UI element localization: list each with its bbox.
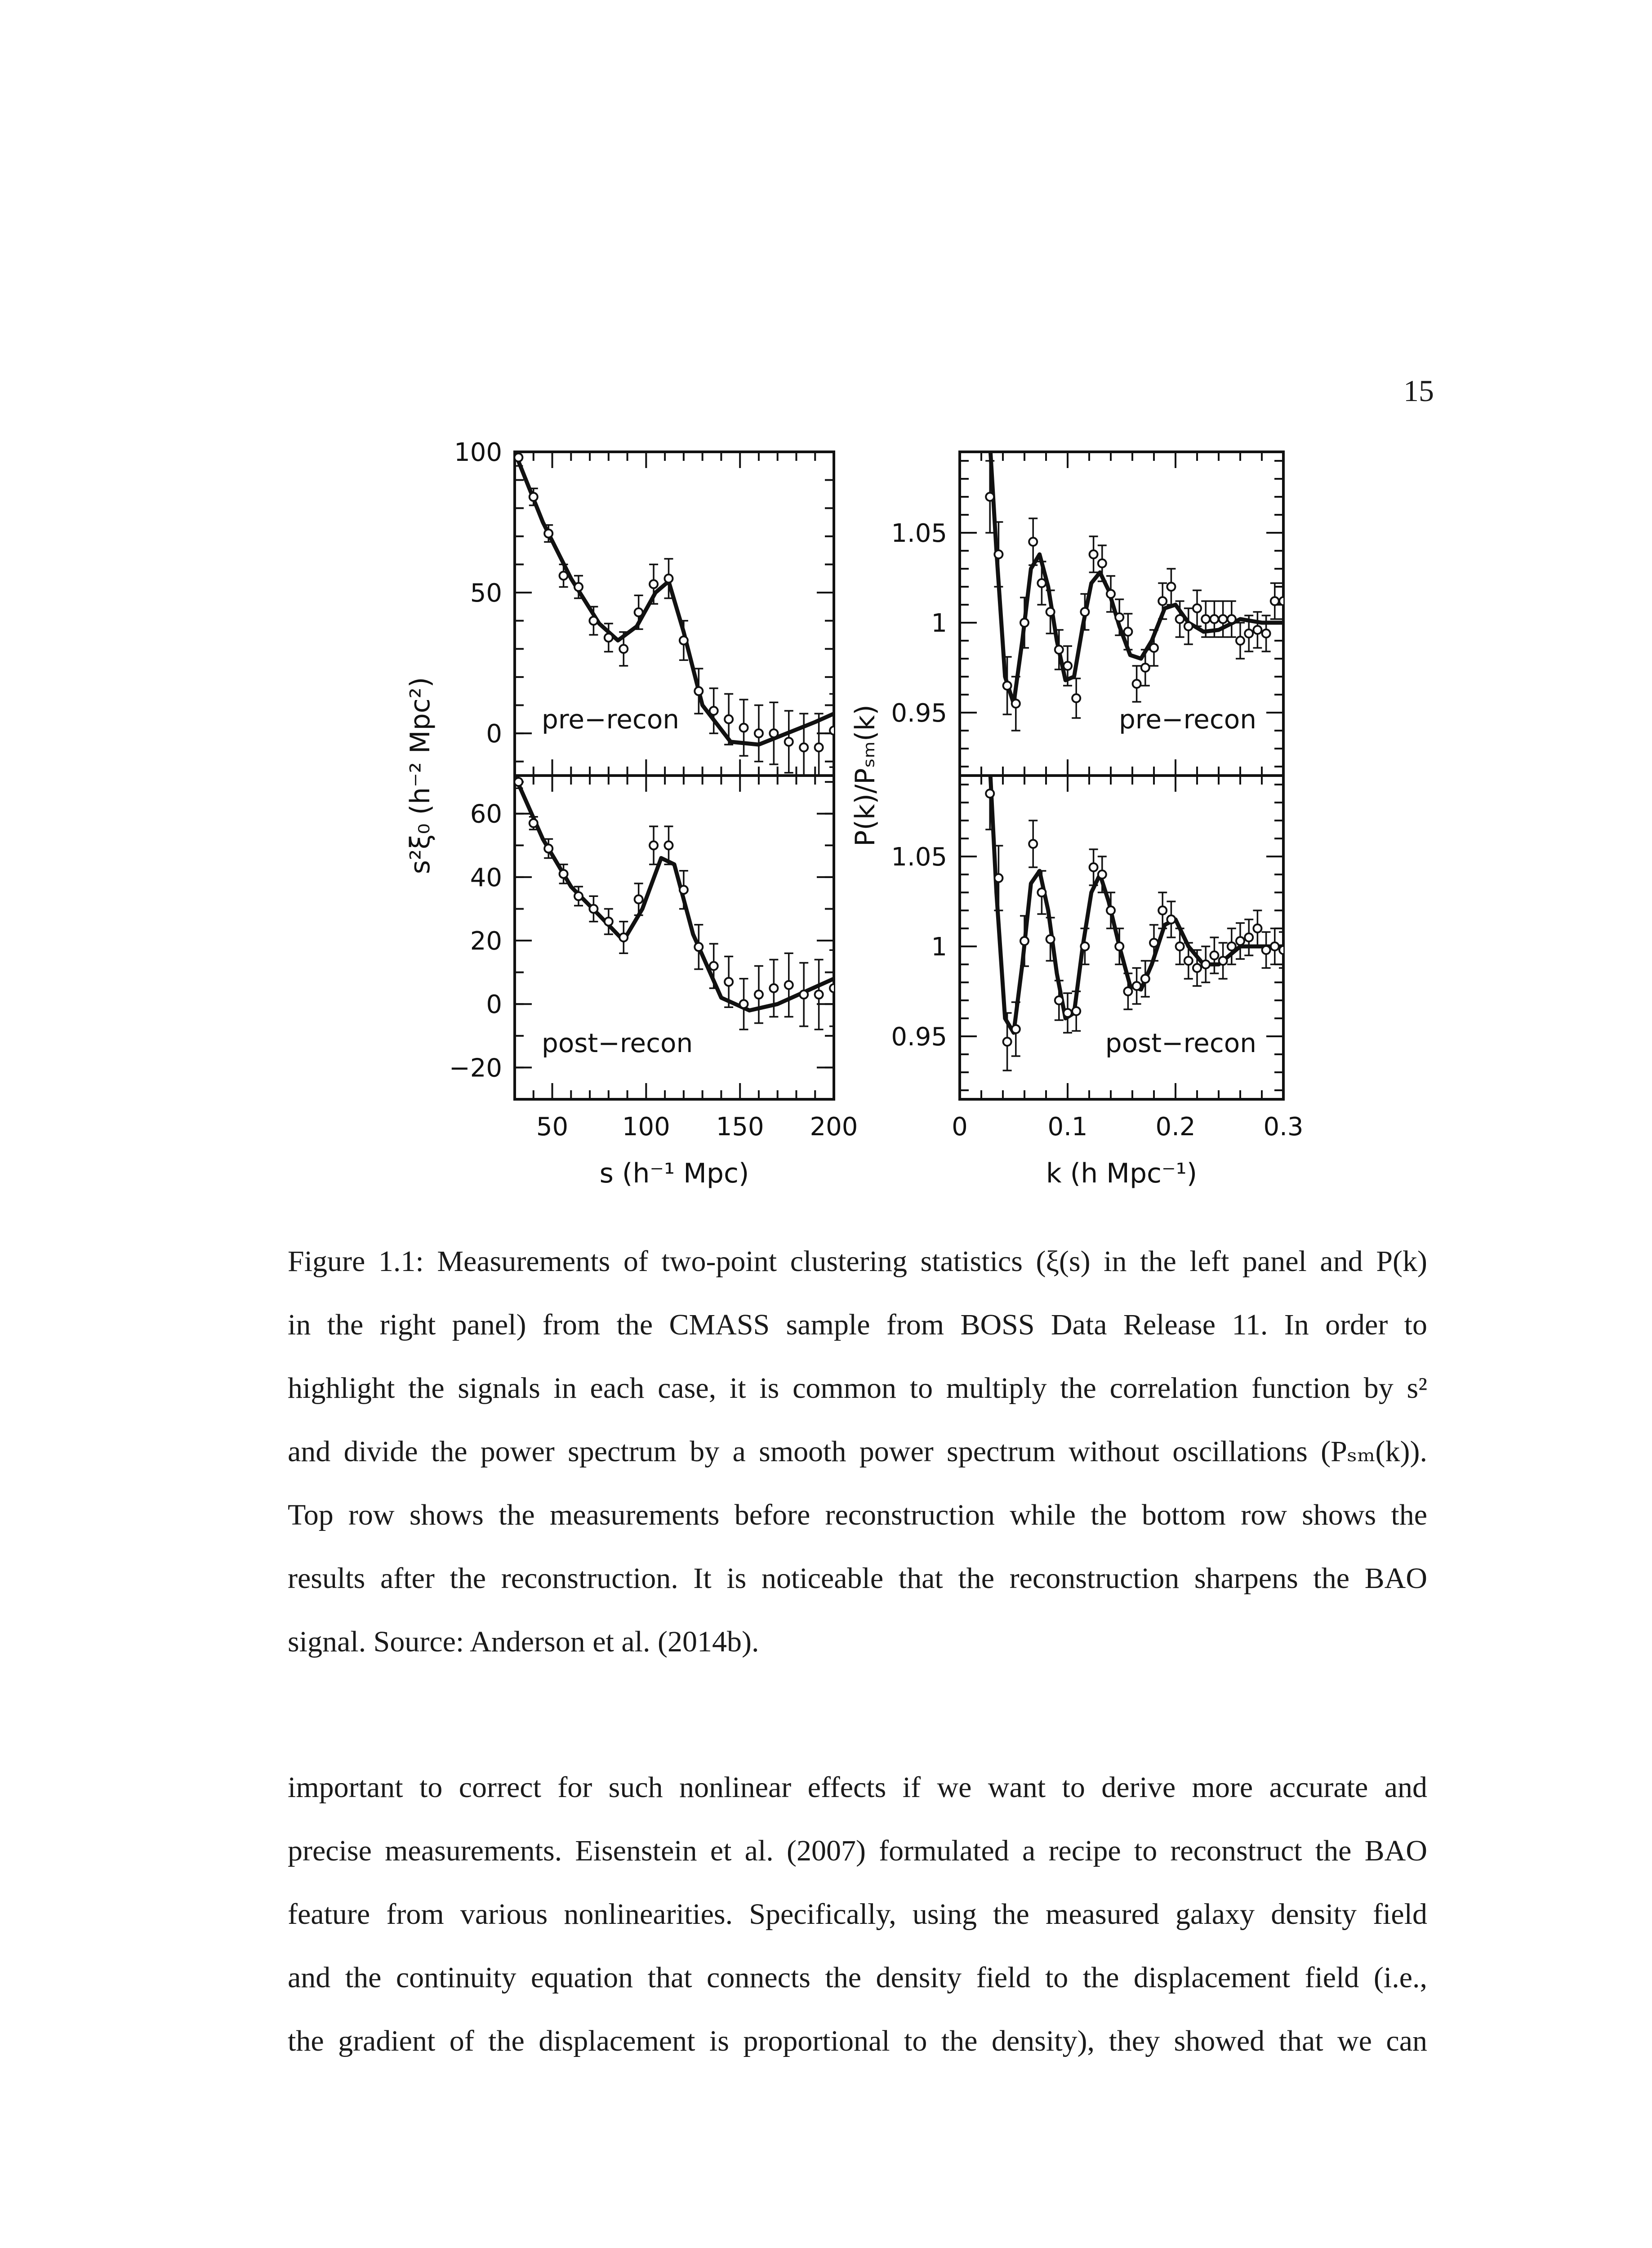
data-point	[710, 962, 718, 970]
right-y-axis-label: P(k)/Pₛₘ(k)	[850, 705, 881, 847]
body-line: feature from various nonlinearities. Specifically, using the measured galaxy density field	[288, 1898, 1427, 1931]
x-axis-label: s (h⁻¹ Mpc)	[599, 1158, 749, 1189]
data-point	[664, 841, 672, 849]
x-tick-label: 150	[716, 1112, 764, 1142]
data-point	[1124, 628, 1132, 636]
data-point	[1081, 608, 1089, 616]
data-point	[725, 715, 733, 723]
data-point	[785, 981, 793, 989]
data-point	[1107, 590, 1115, 598]
data-point	[530, 493, 538, 501]
caption-line: in the right panel) from the CMASS sample from BOSS Data Release 11. In order to	[288, 1308, 1427, 1341]
data-point	[514, 778, 522, 786]
y-tick-label: 0.95	[891, 1022, 947, 1052]
data-point	[1090, 550, 1098, 558]
data-point	[1236, 937, 1244, 945]
y-tick-label: 1	[931, 609, 947, 638]
data-point	[1064, 1009, 1072, 1017]
data-point	[1003, 1038, 1011, 1046]
y-tick-label: 1.05	[891, 843, 947, 872]
caption-line: signal. Source: Anderson et al. (2014b).	[288, 1625, 759, 1658]
data-point	[1115, 942, 1123, 950]
data-point	[1210, 615, 1218, 623]
data-point	[1038, 888, 1046, 897]
data-point	[1271, 942, 1279, 950]
model-curve	[515, 776, 834, 1010]
y-tick-label: 0	[486, 719, 502, 749]
page-number: 15	[1403, 374, 1434, 408]
data-point	[544, 844, 552, 852]
x-tick-label: 0.3	[1263, 1112, 1304, 1142]
body-line: important to correct for such nonlinear effects if we want to derive more accurate and	[288, 1771, 1427, 1804]
panel-label: pre−recon	[1118, 704, 1256, 735]
y-tick-label: 0.95	[891, 699, 947, 728]
figure-caption	[288, 1230, 1427, 1673]
data-point	[1090, 863, 1098, 871]
data-point	[770, 984, 778, 992]
data-point	[1245, 933, 1253, 941]
data-point	[800, 990, 808, 999]
data-point	[1236, 637, 1244, 645]
x-axis-label: k (h Mpc⁻¹)	[1046, 1158, 1198, 1189]
data-point	[1184, 957, 1193, 965]
data-point	[560, 870, 568, 878]
x-tick-label: 50	[536, 1112, 569, 1142]
panel-label: post−recon	[542, 1028, 693, 1058]
data-point	[635, 895, 643, 903]
data-point	[1262, 946, 1270, 954]
data-point	[514, 454, 522, 462]
data-point	[1064, 662, 1072, 670]
data-point	[710, 707, 718, 715]
y-tick-label: 60	[470, 799, 502, 829]
data-point	[1012, 700, 1020, 708]
data-point	[605, 918, 613, 926]
x-tick-label: 200	[810, 1112, 858, 1142]
x-tick-label: 0.1	[1047, 1112, 1088, 1142]
y-tick-label: 20	[470, 927, 502, 956]
body-line: precise measurements. Eisenstein et al. (2007) formulated a recipe to reconstruct the BAO	[288, 1834, 1427, 1867]
data-point	[1020, 619, 1029, 627]
data-point	[1046, 935, 1055, 943]
data-point	[1228, 942, 1236, 950]
data-point	[1072, 1007, 1080, 1015]
left-y-axis-label: s²ξ₀ (h⁻² Mpc²)	[405, 677, 436, 874]
data-point	[1253, 924, 1261, 932]
data-point	[994, 550, 1002, 558]
data-point	[1098, 870, 1106, 879]
data-point	[1167, 915, 1175, 923]
data-point	[1158, 906, 1167, 914]
caption-line: results after the reconstruction. It is noticeable that the reconstruction sharpens the BAO	[288, 1562, 1427, 1595]
data-point	[830, 727, 838, 735]
data-point	[619, 933, 628, 941]
x-tick-label: 0	[952, 1112, 968, 1142]
data-point	[1046, 608, 1055, 616]
data-point	[544, 530, 552, 538]
data-point	[1029, 538, 1037, 546]
data-point	[1115, 613, 1123, 621]
caption-line: Figure 1.1: Measurements of two-point clustering statistics (ξ(s) in the left panel and P(k)	[288, 1245, 1427, 1278]
data-point	[1003, 682, 1011, 690]
data-point	[695, 943, 703, 951]
data-point	[1038, 579, 1046, 587]
data-point	[650, 841, 658, 849]
data-point	[800, 743, 808, 751]
x-tick-label: 100	[622, 1112, 670, 1142]
panel-label: post−recon	[1105, 1028, 1256, 1058]
body-line: and the continuity equation that connects the density field to the displacement field (i.e.,	[288, 1961, 1427, 1994]
data-point	[664, 575, 672, 583]
data-point	[635, 608, 643, 616]
data-point	[1150, 644, 1158, 652]
data-point	[619, 645, 628, 653]
data-point	[1202, 960, 1210, 968]
data-point	[589, 905, 597, 913]
data-point	[1081, 942, 1089, 950]
data-point	[680, 636, 688, 644]
data-point	[1098, 559, 1106, 567]
data-point	[994, 874, 1002, 882]
data-point	[605, 633, 613, 642]
y-tick-label: 50	[470, 579, 502, 608]
y-tick-label: 40	[470, 863, 502, 892]
panel-label: pre−recon	[542, 704, 680, 735]
data-point	[1279, 597, 1287, 605]
model-curve	[515, 452, 834, 745]
data-point	[1245, 629, 1253, 638]
data-point	[1029, 840, 1037, 848]
data-point	[815, 990, 823, 999]
data-point	[725, 978, 733, 986]
data-point	[1193, 964, 1201, 972]
data-point	[1176, 615, 1184, 623]
data-point	[574, 892, 583, 900]
data-point	[755, 729, 763, 737]
data-point	[1158, 597, 1167, 605]
data-point	[815, 743, 823, 751]
y-tick-label: 1	[931, 932, 947, 962]
caption-line: and divide the power spectrum by a smooth power spectrum without oscillations (Pₛₘ(k)).	[288, 1435, 1427, 1468]
body-line: the gradient of the displacement is proportional to the density), they showed that we can	[288, 2025, 1427, 2057]
data-point	[740, 724, 748, 732]
data-point	[1020, 937, 1029, 945]
body-paragraph	[288, 1756, 1427, 2073]
model-curve	[990, 443, 1283, 704]
data-point	[1271, 597, 1279, 605]
data-point	[1167, 583, 1175, 591]
data-point	[1202, 615, 1210, 623]
data-point	[1072, 694, 1080, 702]
data-point	[1193, 604, 1201, 612]
figure-svg	[396, 438, 1326, 1212]
data-point	[1133, 680, 1141, 688]
data-point	[1133, 982, 1141, 990]
data-point	[1210, 951, 1218, 959]
data-point	[1176, 942, 1184, 950]
data-point	[1141, 664, 1149, 672]
caption-line: Top row shows the measurements before reconstruction while the bottom row shows the	[288, 1499, 1427, 1531]
data-point	[1279, 946, 1287, 954]
data-point	[740, 1000, 748, 1008]
x-tick-label: 0.2	[1155, 1112, 1196, 1142]
y-tick-label: 100	[454, 438, 502, 467]
data-point	[574, 583, 583, 591]
data-point	[785, 738, 793, 746]
data-point	[986, 493, 994, 501]
data-point	[560, 571, 568, 580]
data-point	[1141, 975, 1149, 983]
data-point	[1228, 615, 1236, 623]
caption-line: highlight the signals in each case, it is common to multiply the correlation function by s²	[288, 1372, 1427, 1405]
data-point	[755, 990, 763, 999]
data-point	[695, 687, 703, 695]
y-tick-label: 0	[486, 990, 502, 1020]
data-point	[530, 819, 538, 827]
data-point	[650, 580, 658, 588]
data-point	[830, 984, 838, 992]
data-point	[1184, 622, 1193, 630]
figure-1-1	[396, 438, 1326, 1212]
data-point	[986, 789, 994, 798]
y-tick-label: 1.05	[891, 519, 947, 548]
data-point	[1055, 996, 1063, 1004]
data-point	[1124, 987, 1132, 995]
data-point	[1107, 906, 1115, 914]
data-point	[589, 617, 597, 625]
data-point	[1055, 646, 1063, 654]
data-point	[770, 729, 778, 737]
data-point	[680, 886, 688, 894]
data-point	[1253, 626, 1261, 634]
data-point	[1219, 957, 1227, 965]
data-point	[1150, 939, 1158, 947]
data-point	[1219, 615, 1227, 623]
data-point	[1262, 629, 1270, 638]
y-tick-label: −20	[449, 1053, 502, 1083]
data-point	[1012, 1025, 1020, 1033]
